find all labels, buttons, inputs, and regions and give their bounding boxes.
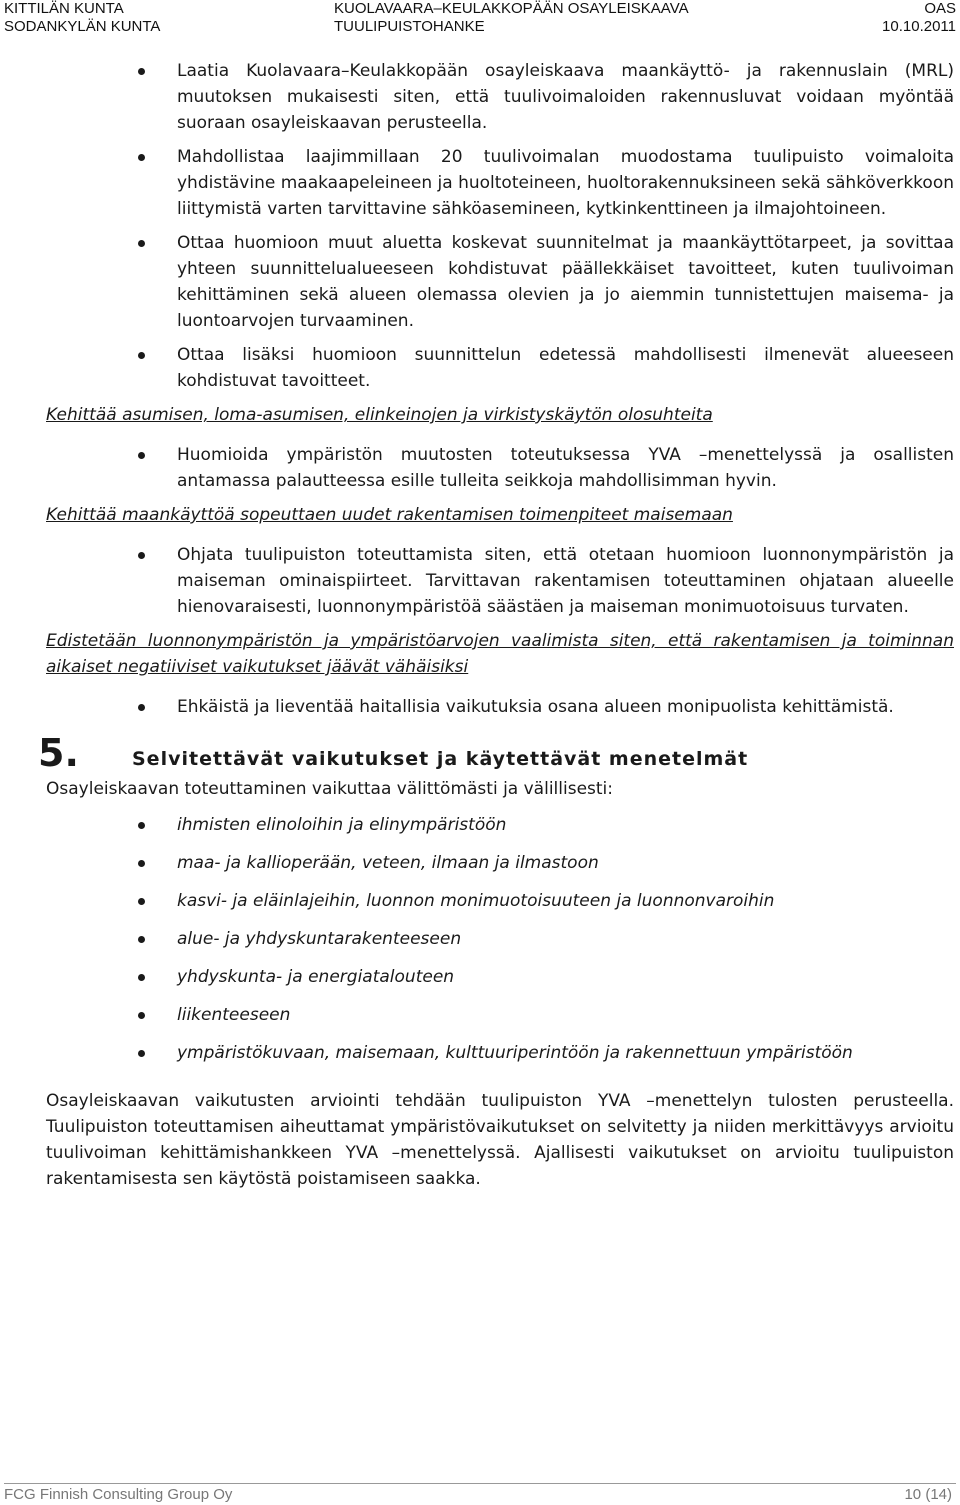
list-item: Ottaa huomioon muut aluetta koskevat suunnitelmat ja maankäyttötarpeet, ja sovittaa yhteen suunnittelualueeseen kohdistuvat päällekkäiset tavoitteet, kuten tuulivoiman kehittäminen sekä alueen olemassa olevien ja jo aiemmin tunnistettujen maisema- ja luontoarvojen turvaaminen.	[46, 230, 954, 334]
list-item: ihmisten elinoloihin ja elinympäristöön	[46, 812, 954, 838]
environment-list	[46, 694, 954, 720]
header-project-name: TUULIPUISTOHANKE	[334, 18, 485, 35]
subheading-land-use: Kehittää maankäyttöä sopeuttaen uudet rakentamisen toimenpiteet maisemaan	[46, 505, 733, 525]
header-left	[4, 0, 160, 36]
goal-bullet-list	[46, 58, 954, 394]
footer-company: FCG Finnish Consulting Group Oy	[4, 1486, 233, 1503]
list-item: Ehkäistä ja lieventää haitallisia vaikutuksia osana alueen monipuolista kehittämistä.	[46, 694, 954, 720]
footer-page-number: 10 (14)	[904, 1486, 952, 1503]
header-municipality-1: KITTILÄN KUNTA	[4, 0, 124, 17]
header-center	[334, 0, 689, 36]
header-doc-type: OAS	[924, 0, 956, 17]
list-item: Ohjata tuulipuiston toteuttamista siten, että otetaan huomioon luonnonympäristön ja maiseman ominaispiirteet. Tarvittavan rakentamisen toteuttaminen ohjataan alueelle hienovaraisesti, luonnonympäristöä säästäen ja maiseman monimuotoisuus turvaten.	[46, 542, 954, 620]
list-item: alue- ja yhdyskuntarakenteeseen	[46, 926, 954, 952]
list-item: ympäristökuvaan, maisemaan, kulttuuriperintöön ja rakennettuun ympäristöön	[46, 1040, 954, 1066]
list-item: kasvi- ja eläinlajeihin, luonnon monimuotoisuuteen ja luonnonvaroihin	[46, 888, 954, 914]
living-conditions-list	[46, 442, 954, 494]
footer-divider	[4, 1483, 956, 1484]
list-item: Ottaa lisäksi huomioon suunnittelun edetessä mahdollisesti ilmenevät alueeseen kohdistuvat tavoitteet.	[46, 342, 954, 394]
page-header	[0, 0, 960, 40]
section-heading	[38, 728, 954, 775]
page-content	[38, 58, 954, 1202]
header-municipality-2: SODANKYLÄN KUNTA	[4, 18, 161, 35]
section-title: Selvitettävät vaikutukset ja käytettävät menetelmät	[132, 748, 749, 770]
list-item: Huomioida ympäristön muutosten toteutuksessa YVA –menettelyssä ja osallisten antamassa palautteessa esille tulleita seikkoja mahdollisimman hyvin.	[46, 442, 954, 494]
header-plan-name: KUOLAVAARA–KEULAKKOPÄÄN OSAYLEISKAAVA	[334, 0, 689, 17]
subheading-environment: Edistetään luonnonympäristön ja ympäristöarvojen vaalimista siten, että rakentamisen ja toiminnan aikaiset negatiiviset vaikutukset jäävät vähäisiksi	[46, 631, 954, 677]
section-closing-paragraph: Osayleiskaavan vaikutusten arviointi tehdään tuulipuiston YVA –menettelyn tulosten perusteella. Tuulipuiston toteuttamisen aiheuttamat ympäristövaikutukset on selvitetty ja niiden merkittävyys arvioitu tuulivoiman kehittämishankkeen YVA –menettelyssä. Ajallisesti vaikutukset on arvioitu tuulipuiston rakentamisesta sen käytöstä poistamiseen saakka.	[46, 1091, 954, 1189]
list-item: maa- ja kallioperään, veteen, ilmaan ja ilmastoon	[46, 850, 954, 876]
impacts-list	[46, 812, 954, 1066]
list-item: yhdyskunta- ja energiatalouteen	[46, 964, 954, 990]
section-intro: Osayleiskaavan toteuttaminen vaikuttaa välittömästi ja välillisesti:	[46, 779, 614, 799]
header-date: 10.10.2011	[882, 18, 956, 35]
header-right	[882, 0, 956, 36]
list-item: liikenteeseen	[46, 1002, 954, 1028]
list-item: Laatia Kuolavaara–Keulakkopään osayleiskaava maankäyttö- ja rakennuslain (MRL) muutoksen mukaisesti siten, että tuulivoimaloiden rakennusluvat voidaan myöntää suoraan osayleiskaavan perusteella.	[46, 58, 954, 136]
section-number: 5.	[38, 731, 79, 775]
land-use-list	[46, 542, 954, 620]
list-item: Mahdollistaa laajimmillaan 20 tuulivoimalan muodostama tuulipuisto voimaloita yhdistävine maakaapeleineen ja huoltoteineen, huoltorakennuksineen sekä sähköverkkoon liittymistä varten tarvittavine sähköasemineen, kytkinkenttineen ja ilmajohtoineen.	[46, 144, 954, 222]
subheading-living-conditions: Kehittää asumisen, loma-asumisen, elinkeinojen ja virkistyskäytön olosuhteita	[46, 405, 713, 425]
